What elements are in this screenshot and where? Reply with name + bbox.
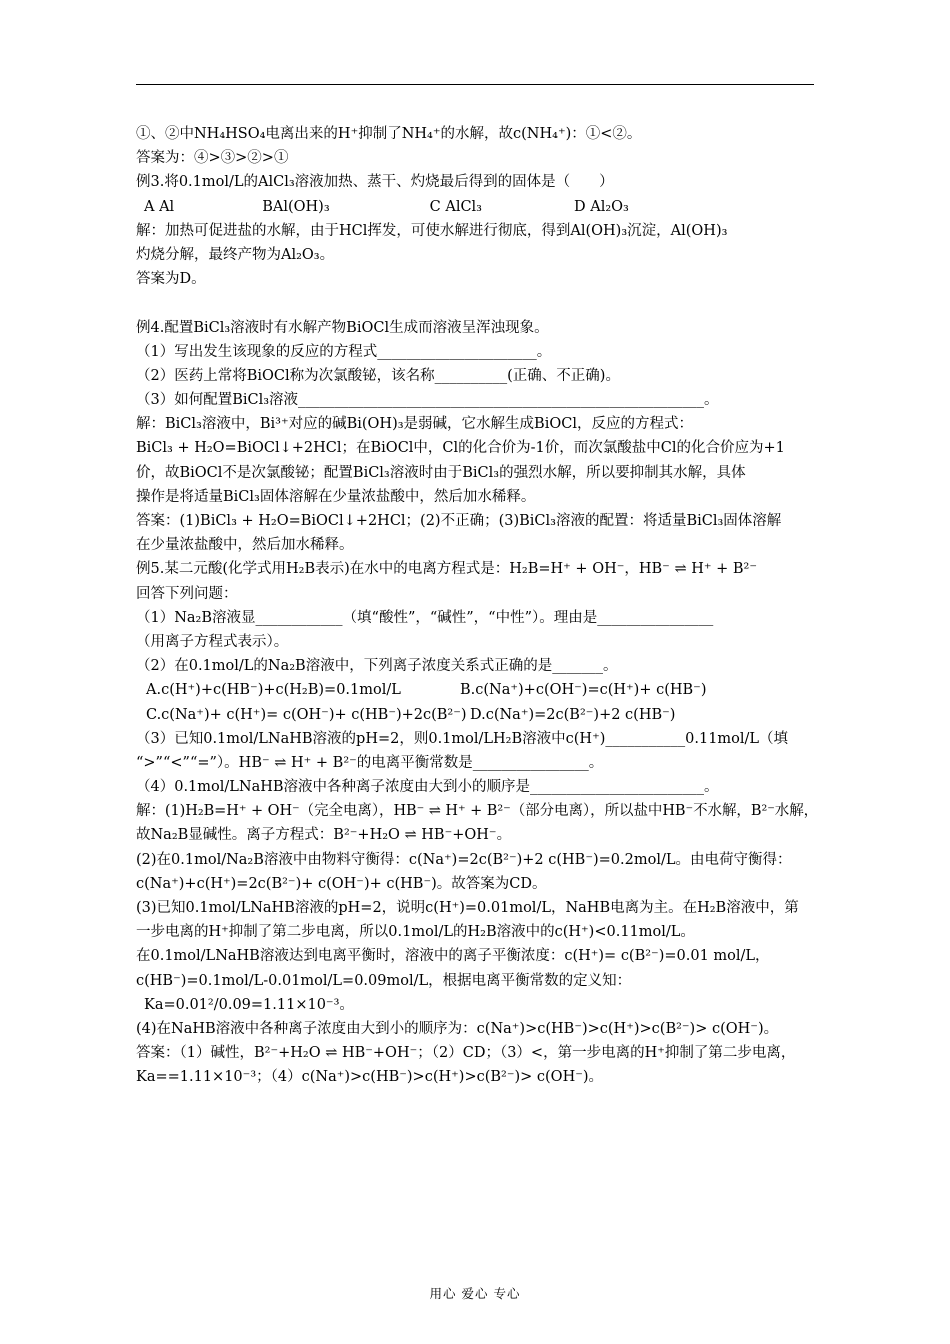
question-line: （3）如何配置BiCl₃溶液________________________________________________________。 <box>136 392 719 409</box>
example-5-options-row-2 <box>136 703 816 727</box>
question-line: （1）Na₂B溶液显____________（填“酸性”，“碱性”，“中性”）。理由是________________ <box>136 609 714 626</box>
question-line: “>”“<”“=”）。HB⁻ ⇌ H⁺ + B²⁻的电离平衡常数是________________。 <box>136 754 604 771</box>
text-line: 灼烧分解，最终产物为Al₂O₃。 <box>136 246 335 263</box>
answer-line: 答案：(1)BiCl₃ + H₂O=BiOCl↓+2HCl；(2)不正确；(3)BiCl₃溶液的配置：将适量BiCl₃固体溶解 <box>136 513 782 529</box>
example-4-title: 例4.配置BiCl₃溶液时有水解产物BiOCl生成而溶液呈浑浊现象。 <box>136 319 549 336</box>
question-line: （2）医药上常将BiOCl称为次氯酸铋，该名称__________(正确、不正确)。 <box>136 367 620 384</box>
page-footer: 用心 爱心 专心 <box>429 1286 521 1301</box>
option-d: D Al₂O₃ <box>574 198 629 215</box>
answer-line: 答案为：④>③>②>① <box>136 150 289 167</box>
question-line: （3）已知0.1mol/LNaHB溶液的pH=2，则0.1mol/LH₂B溶液中c(H⁺)___________0.11mol/L（填 <box>136 730 789 747</box>
text-line: 一步电离的H⁺抑制了第二步电离，所以0.1mol/L的H₂B溶液中的c(H⁺)<0.11mol/L。 <box>136 924 695 941</box>
option-c: C.c(Na⁺)+ c(H⁺)= c(OH⁻)+ c(HB⁻)+2c(B²⁻) <box>146 706 467 723</box>
answer-line: 答案：（1）碱性，B²⁻+H₂O ⇌ HB⁻+OH⁻；（2）CD；（3）<，第一步电离的H⁺抑制了第二步电离， <box>136 1045 796 1062</box>
document-body <box>136 122 819 1090</box>
option-d: D.c(Na⁺)=2c(B²⁻)+2 c(HB⁻) <box>470 706 676 723</box>
text-line: 解：BiCl₃溶液中，Bi³⁺对应的碱Bi(OH)₃是弱碱，它水解生成BiOCl，反应的方程式： <box>136 416 693 433</box>
answer-line: 在少量浓盐酸中，然后加水稀释。 <box>136 537 354 554</box>
text-line: c(Na⁺)+c(H⁺)=2c(B²⁻)+ c(OH⁻)+ c(HB⁻)。故答案为CD。 <box>136 875 547 892</box>
header-rule <box>136 84 814 85</box>
text-line: c(HB⁻)=0.1mol/L-0.01mol/L=0.09mol/L，根据电离平衡常数的定义知： <box>136 972 632 989</box>
text-line: BiCl₃ + H₂O=BiOCl↓+2HCl；在BiOCl中，Cl的化合价为-1价，而次氯酸盐中Cl的化合价应为+1 <box>136 440 785 457</box>
option-a: A Al <box>144 198 175 215</box>
option-b: BAl(OH)₃ <box>262 198 330 215</box>
text-line: ①、②中NH₄HSO₄电离出来的H⁺抑制了NH₄⁺的水解，故c(NH₄⁺)：①<②。 <box>136 126 642 142</box>
text-line: 操作是将适量BiCl₃固体溶解在少量浓盐酸中，然后加水稀释。 <box>136 488 536 505</box>
question-line: （用离子方程式表示）。 <box>136 633 289 650</box>
option-c: C AlCl₃ <box>429 198 482 215</box>
text-line: 故Na₂B显碱性。离子方程式：B²⁻+H₂O ⇌ HB⁻+OH⁻。 <box>136 827 512 844</box>
answer-line: Ka==1.11×10⁻³；（4）c(Na⁺)>c(HB⁻)>c(H⁺)>c(B²⁻)> c(OH⁻)。 <box>136 1069 604 1086</box>
text-line: 回答下列问题： <box>136 585 238 602</box>
example-3-options <box>136 195 816 219</box>
text-line: (2)在0.1mol/Na₂B溶液中由物料守衡得：c(Na⁺)=2c(B²⁻)+2 c(HB⁻)=0.2mol/L。由电荷守衡得： <box>136 851 792 868</box>
text-line: 解：加热可促进盐的水解，由于HCl挥发，可使水解进行彻底，得到Al(OH)₃沉淀，Al(OH)₃ <box>136 222 728 239</box>
text-line: 解：(1)H₂B=H⁺ + OH⁻（完全电离），HB⁻ ⇌ H⁺ + B²⁻（部分电离），所以盐中HB⁻不水解，B²⁻水解， <box>136 803 819 820</box>
text-line: (4)在NaHB溶液中各种离子浓度由大到小的顺序为：c(Na⁺)>c(HB⁻)>c(H⁺)>c(B²⁻)> c(OH⁻)。 <box>136 1020 779 1037</box>
text-line: (3)已知0.1mol/LNaHB溶液的pH=2，说明c(H⁺)=0.01mol/L，NaHB电离为主。在H₂B溶液中，第 <box>136 900 799 916</box>
question-line: （1）写出发生该现象的反应的方程式______________________。 <box>136 343 552 360</box>
text-line: Ka=0.01²/0.09=1.11×10⁻³。 <box>144 996 354 1013</box>
option-a: A.c(H⁺)+c(HB⁻)+c(H₂B)=0.1mol/L <box>146 682 401 699</box>
text-line: 价，故BiOCl不是次氯酸铋；配置BiCl₃溶液时由于BiCl₃的强烈水解，所以要抑制其水解，具体 <box>136 464 746 481</box>
example-5-options-row-1 <box>136 678 816 702</box>
example-5-title: 例5.某二元酸(化学式用H₂B表示)在水中的电离方程式是：H₂B=H⁺ + OH⁻，HB⁻ ⇌ H⁺ + B²⁻ <box>136 561 757 578</box>
option-b: B.c(Na⁺)+c(OH⁻)=c(H⁺)+ c(HB⁻) <box>460 682 707 699</box>
example-3-title: 例3.将0.1mol/L的AlCl₃溶液加热、蒸干、灼烧最后得到的固体是（ ） <box>136 174 614 191</box>
answer-line: 答案为D。 <box>136 271 206 288</box>
question-line: （2）在0.1mol/L的Na₂B溶液中，下列离子浓度关系式正确的是_______。 <box>136 658 618 675</box>
text-line: 在0.1mol/LNaHB溶液达到电离平衡时，溶液中的离子平衡浓度：c(H⁺)= c(B²⁻)=0.01 mol/L， <box>136 948 770 965</box>
question-line: （4）0.1mol/LNaHB溶液中各种离子浓度由大到小的顺序是________________________。 <box>136 779 719 796</box>
